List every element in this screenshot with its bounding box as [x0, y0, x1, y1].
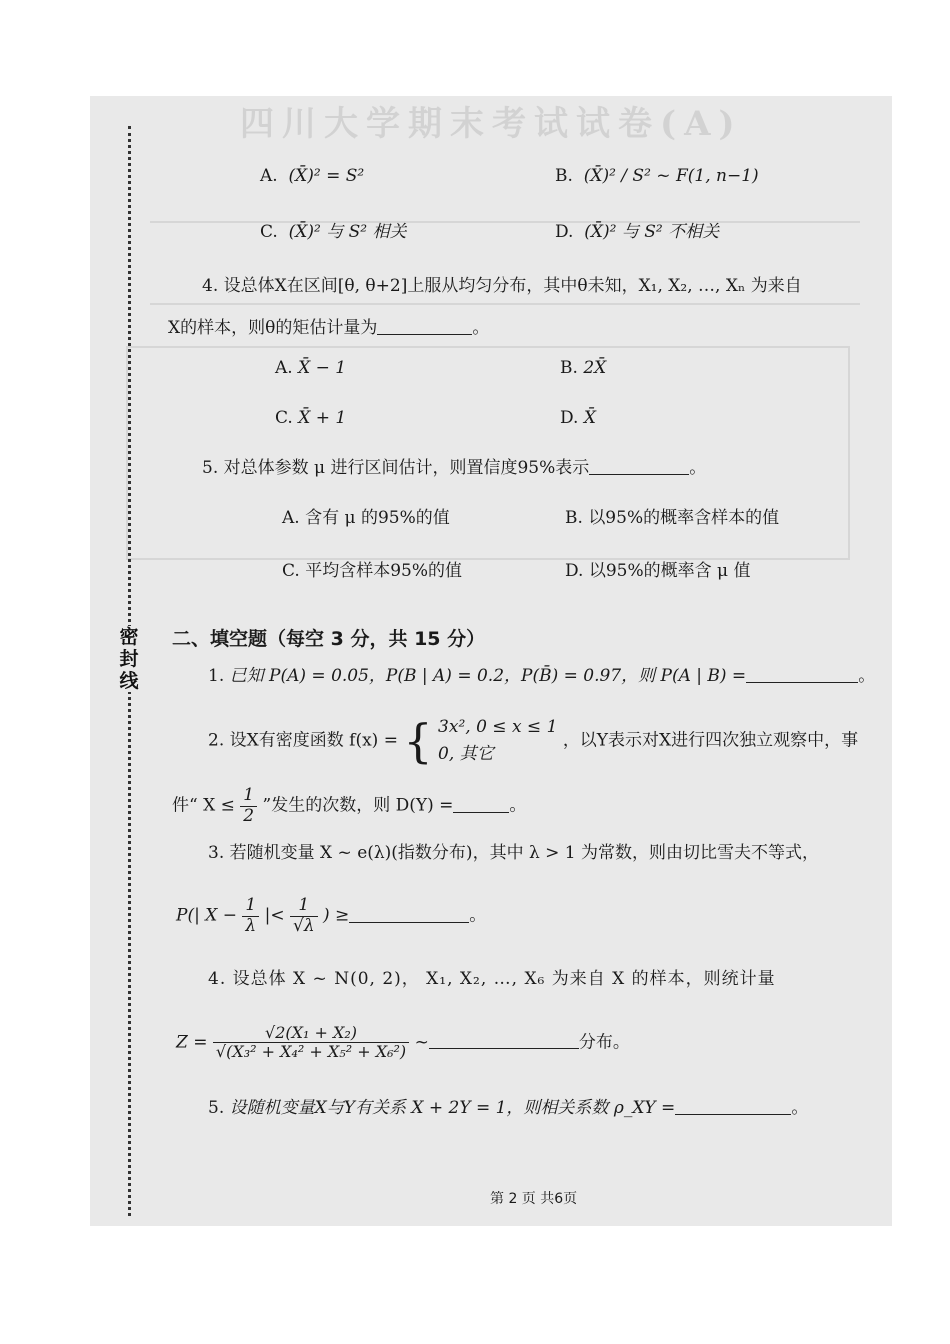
fill2-answer-blank[interactable] — [453, 796, 509, 813]
fill5-answer-blank[interactable] — [675, 1098, 791, 1115]
fill5-text: 5. 设随机变量X与Y有关系 X + 2Y = 1，则相关系数 ρ_XY = 。 — [208, 1098, 809, 1118]
fill4-text: 4. 设总体 X ~ N(0, 2)， X₁, X₂, …, X₆ 为来自 X 的样本，则统计量 — [208, 969, 776, 989]
q3-option-b: B. (X̄)² / S² ~ F(1, n−1) — [555, 166, 759, 186]
fill4-line2: Z = $\frac{\text{√2(X₁ + X₂)}}{\text{√(X₃² + X₄² + X₅² + X₆²)}}$ ~ 分布。 — [176, 1023, 630, 1062]
q4-option-b: B. 2X̄ — [560, 358, 607, 378]
fill3-answer-blank[interactable] — [349, 906, 469, 923]
q5-option-a: A. 含有 μ 的95%的值 — [282, 508, 450, 528]
fill2-line2: 件“ X ≤ $\frac{1}{2}$ ”发生的次数，则 D(Y) = 。 — [172, 785, 527, 826]
q4-option-d: D. X̄ — [560, 408, 596, 428]
fill3-text: 3. 若随机变量 X ~ e(λ)(指数分布)，其中 λ > 1 为常数，则由切比雪夫不等式， — [208, 843, 820, 863]
fill1-answer-blank[interactable] — [746, 666, 858, 683]
page-footer: 第 2 页 共6页 — [490, 1191, 578, 1207]
q4-option-c: C. X̄ + 1 — [275, 408, 347, 428]
q5-option-b: B. 以95%的概率含样本的值 — [565, 508, 780, 528]
fill2-text: 2. 设X有密度函数 f(x) = { 3x², 0 ≤ x ≤ 1 0, 其它 ，以Y表示对X进行四次独立观察中，事 — [208, 714, 859, 769]
q5-option-c: C. 平均含样本95%的值 — [282, 561, 463, 581]
q3-option-a: A. (X̄)² = S² — [260, 166, 365, 186]
q3-option-d: D. (X̄)² 与 S² 不相关 — [555, 222, 720, 242]
q3-option-c: C. (X̄)² 与 S² 相关 — [260, 222, 407, 242]
q5-answer-blank[interactable] — [589, 458, 689, 475]
section2-title: 二、填空题（每空 3 分，共 15 分） — [172, 628, 486, 650]
q4-text-line1: 4. 设总体X在区间[θ, θ+2]上服从均匀分布，其中θ未知，X₁, X₂, …, Xₙ 为来自 — [202, 276, 802, 296]
q5-option-d: D. 以95%的概率含 μ 值 — [565, 561, 751, 581]
bleed-through-title: 四川大学期末考试试卷(A) — [240, 104, 743, 144]
fill4-answer-blank[interactable] — [429, 1032, 579, 1049]
q5-text: 5. 对总体参数 μ 进行区间估计，则置信度95%表示 。 — [202, 458, 707, 478]
fill1-text: 1. 已知 P(A) = 0.05，P(B | A) = 0.2，P(B̄) = 0.97，则 P(A | B) = 。 — [208, 666, 876, 686]
q4-option-a: A. X̄ − 1 — [275, 358, 347, 378]
scanned-page — [90, 96, 892, 1226]
q4-answer-blank[interactable] — [377, 318, 472, 335]
q4-text-line2: X的样本，则θ的矩估计量为 。 — [168, 318, 490, 338]
seal-label: 密封线 — [114, 626, 144, 692]
fill3-line2: P(| X − $\frac{1}{\lambda}$ |< $\frac{1}{√\lambda}$ ) ≥ 。 — [176, 895, 487, 936]
